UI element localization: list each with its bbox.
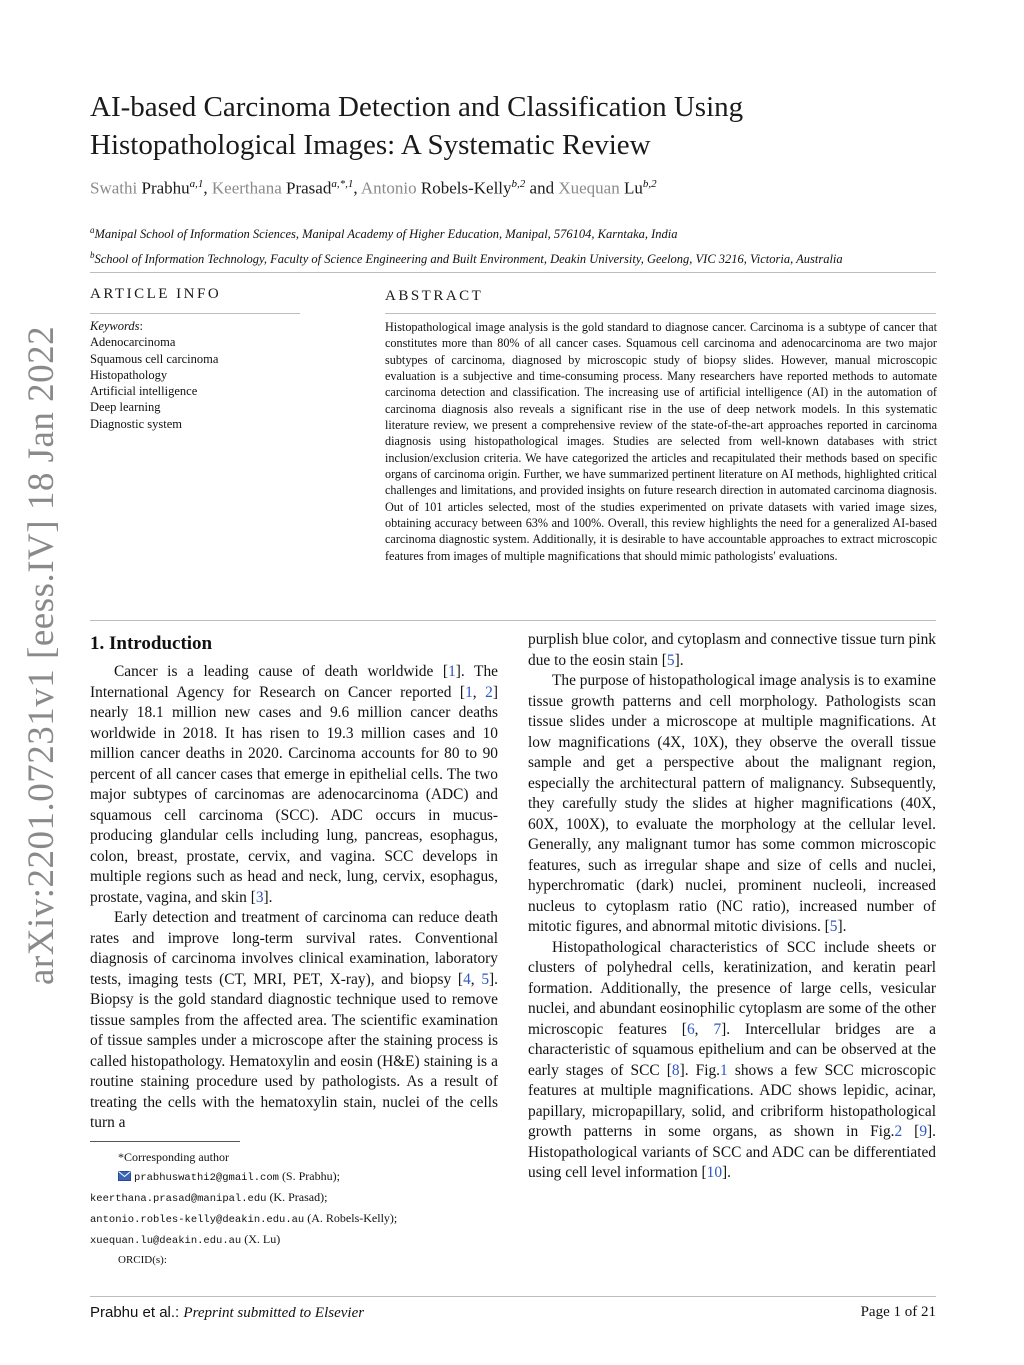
author-affiliation-mark: b,2 — [642, 178, 657, 190]
email-address[interactable]: antonio.robles-kelly@deakin.edu.au — [90, 1214, 305, 1226]
author-list: Swathi Prabhu$^{a,1}$, Keerthana Prasad$^{a,*,1}$, Antonio Robels-Kelly$^{b,2}$ and Xuequan Lu$^{b,2}$ — [90, 178, 657, 198]
section-heading-introduction: 1. Introduction — [90, 633, 213, 654]
keywords-block — [90, 318, 218, 432]
citation-link[interactable]: 6 — [686, 1020, 695, 1038]
keyword-item: Deep learning — [90, 400, 161, 415]
page-number: Page 1 of 21 — [860, 1304, 936, 1320]
author-given-name: Antonio — [360, 178, 421, 198]
citation-link[interactable]: 9 — [919, 1123, 928, 1140]
body-paragraph: Early detection and treatment of carcinoma can reduce death rates and improve long-term survival rates. Conventional diagnosis of carcinoma involves clinical examination, laboratory tests, imaging tests (CT, MRI, PET, X-ray), and biopsy [4, 5]. Biopsy is the gold standard diagnostic technique used to remove tissue samples from the affected area. The scientific examination of tissue samples under a microscope after the staining process is called histopathology. Hematoxylin and eosin (H&E) staining is a routine staining procedure used by pathologists. As a result of treating the cells with the hematoxylin stain, nuclei of the cells turn a — [90, 909, 498, 1131]
author-affiliation-mark: b,2 — [511, 178, 526, 190]
email-line: antonio.robles-kelly@deakin.edu.au (A. Robels-Kelly); — [90, 1211, 398, 1226]
body-paragraph: purplish blue color, and cytoplasm and connective tissue turn pink due to the eosin stain [5]. — [528, 631, 937, 669]
header-divider — [90, 272, 936, 273]
email-address[interactable]: keerthana.prasad@manipal.edu — [90, 1193, 267, 1205]
author-given-name: Keerthana — [211, 178, 286, 198]
author-surname: Lu — [623, 178, 643, 198]
author-given-name: Swathi — [90, 178, 142, 198]
orcid-label: ORCID(s): — [118, 1254, 167, 1266]
footer-citation: Prabhu et al.: Preprint submitted to Elsevier — [90, 1304, 365, 1321]
author-surname: Prasad — [286, 178, 332, 198]
author-surname: Prabhu — [141, 178, 190, 198]
footnote-divider — [90, 1141, 240, 1142]
abstract-divider — [385, 313, 936, 314]
keyword-item: Squamous cell carcinoma — [90, 351, 219, 366]
author-affiliation-mark: a,*,1 — [331, 178, 354, 190]
author-given-name: Xuequan — [558, 178, 624, 198]
keyword-item: Histopathology — [90, 367, 168, 382]
email-address[interactable]: xuequan.lu@deakin.edu.au — [90, 1235, 242, 1247]
paper-title — [90, 88, 930, 164]
body-paragraph: Histopathological characteristics of SCC include sheets or clusters of polyhedral cells, keratinization, and keratin pearl formation. Additionally, the presence of large cells, vesicular nuclei, and abundant eosinophilic cytoplasm are some of the other microscopic features [6, 7]. Intercellular bridges are a characteristic of squamous epithelium and can be observed at the early stages of SCC [8]. Fig.1 shows a few SCC microscopic features at multiple magnifications. ADC shows lepidic, acinar, papillary, micropapillary, solid, and cribriform histopathological growth patterns in some organs, as shown in Fig.2 [9]. Histopathological variants of SCC and ADC can be differentiated using cell level information [10]. — [528, 938, 936, 1181]
title-line-2: Histopathological Images: A Systematic Review — [90, 129, 651, 161]
citation-link[interactable]: 4 — [463, 970, 471, 988]
body-paragraph: The purpose of histopathological image analysis is to examine tissue growth patterns and cell morphology. Pathologists scan tissue slides under a microscope at multiple magnifications. At low magnifications (4X, 10X), they observe the overall tissue sample and get a perspective about the malignant region, especially the architectural pattern of malignancy. Subsequently, they carefully study the slides at higher magnifications (40X, 60X, 100X), to evaluate the morphology at the cellular level. Generally, any malignant tumor has some common microscopic features, such as irregular shape and size of cells and nuclei, hyperchromatic (dark) nuclei, prominent nucleoli, increased nucleus to cytoplasm ratio (NC ratio), increased number of mitotic figures, and abnormal mitotic divisions. [5]. — [528, 672, 936, 935]
article-info-heading: ARTICLE INFO — [90, 286, 222, 302]
arxiv-identifier-stamp: arXiv:2201.07231v1 [eess.IV] 18 Jan 2022 — [21, 325, 62, 985]
article-info-divider — [90, 313, 300, 314]
keyword-item: Diagnostic system — [90, 416, 183, 431]
footer-divider — [90, 1296, 936, 1297]
footnotes — [90, 1148, 397, 1270]
author-surname: Robels-Kelly — [420, 178, 512, 198]
citation-link[interactable]: 3 — [255, 888, 264, 906]
citation-link[interactable]: 7 — [713, 1020, 722, 1038]
affiliation-b: $^b$School of Information Technology, Faculty of Science Engineering and Built Environment, Deakin University, Geelong, VIC 3216, Victoria, Australia — [90, 250, 843, 267]
author-affiliation-mark: a,1 — [189, 178, 204, 190]
keyword-item: Artificial intelligence — [90, 384, 198, 399]
citation-link[interactable]: 8 — [671, 1061, 680, 1079]
email-line: keerthana.prasad@manipal.edu (K. Prasad); — [90, 1190, 328, 1205]
keyword-item: Adenocarcinoma — [90, 335, 176, 350]
citation-link[interactable]: 5 — [829, 918, 838, 935]
email-line: prabhuswathi2@gmail.com (S. Prabhu); — [90, 1167, 397, 1188]
corresponding-author-note: *Corresponding author — [118, 1150, 229, 1164]
citation-link[interactable]: 1 — [720, 1061, 728, 1079]
title-line-1: AI-based Carcinoma Detection and Classification Using — [90, 91, 744, 123]
abstract-body: Histopathological image analysis is the gold standard to diagnose cancer. Carcinoma is a subtype of cancer that constitutes more than 80% of all cancer cases. Squamous cell carcinoma and adenocarcinoma are two major subtypes of carcinoma, diagnosed by microscopic study of biopsy slides. However, manual microscopic evaluation is a subjective and time-consuming process. Many researchers have reported methods to automate carcinoma detection and classification. The increasing use of artificial intelligence (AI) in the automation of carcinoma diagnosis also reveals a significant rise in the use of deep network models. In this systematic literature review, we present a comprehensive review of the state-of-the-art approaches reported in carcinoma diagnosis using histopathological images. Studies are selected from well-known databases with strict inclusion/exclusion criteria. We have categorized the articles and recapitulated their methods based on specific organs of carcinoma origin. Further, we have summarized pertinent literature on AI methods, highlighted critical challenges and limitations, and provided insights on future research direction in automated carcinoma diagnosis. Out of 101 articles selected, most of the studies experimented on private datasets with varied image sizes, obtaining accuracy between 63% and 100%. Overall, this review highlights the need for a generalized AI-based carcinoma diagnostic system. Additionally, it is desirable to have accountable approaches to extract microscopic features from images of multiple magnifications that should mimic pathologists′ evaluations. — [385, 320, 937, 563]
affiliation-a: $^a$Manipal School of Information Sciences, Manipal Academy of Higher Education, Manipal, 576104, Karntaka, India — [90, 225, 678, 242]
citation-link[interactable]: 5 — [481, 970, 490, 988]
body-column-left — [90, 662, 498, 1134]
email-address[interactable]: prabhuswathi2@gmail.com — [134, 1172, 279, 1184]
abstract-heading: ABSTRACT — [385, 288, 484, 304]
envelope-icon — [118, 1171, 131, 1181]
abstract-end-divider — [90, 620, 936, 621]
citation-link[interactable]: 10 — [706, 1164, 723, 1181]
body-paragraph: Cancer is a leading cause of death worldwide [1]. The International Agency for Research on Cancer reported [1, 2] nearly 18.1 million new cases and 9.6 million cancer deaths worldwide in 2018. It has risen to 19.3 million cases and 10 million cancer deaths in 2020. Carcinoma accounts for 80 to 90 percent of all cancer cases that emerge in epithelial cells. The two major subtypes of carcinomas are adenocarcinoma (ADC) and squamous cell carcinoma (SCC). ADC occurs in mucus-producing glandular cells including lung, pancreas, esophagus, colon, breast, prostate, cervix, and vagina. SCC develops in multiple regions such as head and neck, lung, cervix, esophagus, prostate, vagina, and skin [3]. — [90, 663, 498, 906]
citation-link[interactable]: 1 — [465, 683, 473, 701]
keywords-label: Keywords: — [90, 319, 144, 333]
citation-link[interactable]: 1 — [448, 663, 456, 680]
body-column-right — [528, 630, 936, 1184]
citation-link[interactable]: 2 — [485, 683, 493, 701]
citation-link[interactable]: 2 — [894, 1123, 903, 1140]
email-line: xuequan.lu@deakin.edu.au (X. Lu) — [90, 1232, 281, 1247]
affiliations — [90, 220, 843, 270]
citation-link[interactable]: 5 — [666, 651, 675, 669]
